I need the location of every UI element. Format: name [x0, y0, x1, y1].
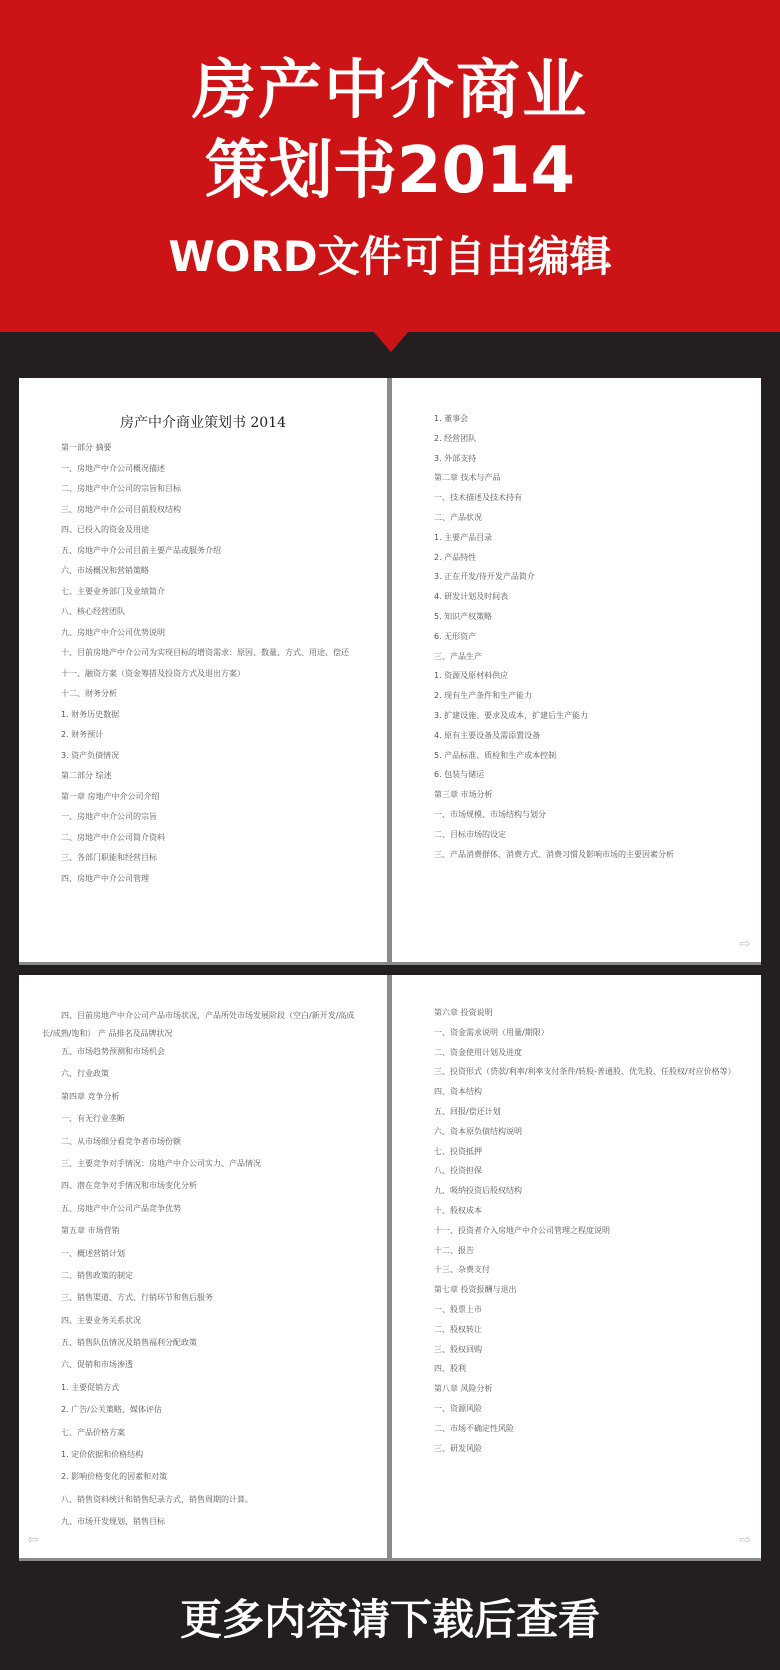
banner-title-line1: 房产中介商业: [192, 54, 588, 128]
toc-line: 3. 外部支持: [434, 453, 477, 463]
toc-line: 3. 扩建设施、要求及成本，扩建后生产能力: [434, 710, 589, 720]
toc-line: 三、销售渠道、方式、行销环节和售后服务: [61, 1293, 213, 1303]
toc-line: 七、产品价格方案: [61, 1427, 125, 1437]
toc-line: 第二部分 综述: [61, 771, 112, 780]
toc-line: 2. 现有生产条件和生产能力: [434, 691, 533, 701]
toc-line: 十二、报告: [434, 1245, 474, 1255]
toc-line: 一、房地产中介公司概况描述: [61, 463, 165, 473]
toc-line: 六、市场概况和营销策略: [61, 566, 149, 575]
prev-page-arrow-icon[interactable]: ⇦: [27, 1532, 39, 1548]
toc-line: 一、概述营销计划: [61, 1248, 125, 1258]
next-page-arrow-icon[interactable]: ⇨: [739, 1532, 751, 1548]
toc-line: 第七章 投资报酬与退出: [434, 1285, 517, 1295]
toc-line: 六、促销和市场渗透: [61, 1360, 133, 1370]
toc-line: 八、投资担保: [434, 1166, 482, 1176]
toc-line: 五、销售队伍情况及销售福利分配政策: [61, 1338, 197, 1348]
toc-line: 3. 资产负债情况: [61, 750, 120, 760]
toc-line: 二、产品状况: [434, 512, 482, 522]
toc-line: 四、已投入的资金及用途: [61, 525, 149, 534]
toc-line: 二、房地产中介公司简介资料: [61, 832, 165, 842]
toc-line: 二、市场不确定性风险: [434, 1423, 514, 1433]
toc-line: 1. 资源及原材料供应: [434, 671, 509, 681]
toc-line: 十、目前房地产中介公司为实现目标的增资需求：原因、数量、方式、用途、偿还: [61, 648, 349, 657]
next-page-arrow-icon[interactable]: ⇨: [739, 936, 751, 952]
toc-line: 四、股利: [434, 1364, 466, 1374]
toc-line: 1. 财务历史数据: [61, 709, 120, 719]
toc-line: 四、资本结构: [434, 1087, 482, 1097]
toc-lines: [434, 413, 747, 868]
toc-line: 九、市场开发规划，销售目标: [61, 1517, 165, 1527]
banner-title-line2: 策划书2014: [204, 134, 576, 208]
toc-line: 八、销售资料统计和销售纪录方式，销售周期的计算。: [61, 1494, 253, 1504]
toc-line: 二、目标市场的设定: [434, 829, 506, 839]
toc-line: 二、资金使用计划及进度: [434, 1047, 522, 1057]
toc-line: 五、市场趋势预测和市场机会: [61, 1047, 165, 1056]
toc-line: 八、核心经营团队: [61, 607, 125, 616]
document-title: 房产中介商业策划书 2014: [119, 415, 287, 431]
toc-line: 2. 财务预计: [61, 730, 104, 739]
toc-line: 三、各部门职能和经营目标: [61, 853, 157, 862]
toc-line: 1. 主要促销方式: [61, 1382, 120, 1392]
toc-line: 二、股权转让: [434, 1324, 482, 1334]
toc-line: 一、股票上市: [434, 1304, 482, 1314]
toc-line: 三、投资形式（贷款/利率/利率支付条件/转股-普通股、优先股、任股权/对应价格等）: [434, 1067, 736, 1077]
toc-line: 4. 研发计划及时间表: [434, 592, 509, 602]
toc-line: 1. 主要产品目录: [434, 532, 493, 542]
toc-line: 一、市场规模、市场结构与划分: [434, 809, 546, 819]
toc-line: 五、房地产中介公司目前主要产品或服务介绍: [61, 545, 221, 555]
toc-line: 一、技术描述及技术持有: [434, 493, 522, 503]
toc-line: 二、从市场细分看竞争者市场份额: [61, 1136, 181, 1146]
toc-line: 十三、杂费支付: [434, 1265, 490, 1275]
toc-line: 第五章 市场营销: [61, 1226, 120, 1236]
toc-line: 三、股权回购: [434, 1344, 482, 1354]
toc-line: 6. 包装与储运: [434, 770, 485, 780]
header-banner: [0, 0, 780, 332]
toc-line: 5. 知识产权策略: [434, 611, 493, 621]
toc-line: 一、资源风险: [434, 1403, 482, 1413]
document-page-2: [392, 378, 761, 962]
toc-line: 三、房地产中介公司目前股权结构: [61, 504, 181, 514]
toc-line: 三、产品生产: [434, 651, 482, 661]
toc-line: 四、房地产中介公司管理: [61, 873, 149, 883]
toc-line: 九、房地产中介公司优势说明: [61, 627, 165, 637]
document-page-3: [19, 975, 387, 1558]
toc-line: 三、研发风险: [434, 1443, 482, 1453]
toc-line: 四、目前房地产中介公司产品市场状况，产品所处市场发展阶段（空白/新开发/高成长/成熟/饱和） 产 品排名及品牌状况: [42, 1011, 355, 1038]
toc-line: 十一、投资者介入房地产中介公司管理之程度说明: [434, 1225, 610, 1235]
toc-line: 一、有无行业垄断: [61, 1114, 125, 1124]
toc-line: 三、产品消费群体、消费方式、消费习惯及影响市场的主要因素分析: [434, 849, 674, 859]
toc-line: 一、资金需求说明（用量/期限）: [434, 1027, 549, 1037]
toc-line: 一、房地产中介公司的宗旨: [61, 812, 157, 821]
toc-line: 2. 经营团队: [434, 433, 477, 443]
toc-line: 2. 广告/公关策略、媒体评估: [61, 1405, 162, 1415]
toc-line: 4. 原有主要设备及需添置设备: [434, 730, 541, 740]
toc-line: 七、投资抵押: [434, 1146, 482, 1156]
toc-line: 二、销售政策的制定: [61, 1270, 133, 1280]
toc-line: 六、资本原负债结构说明: [434, 1126, 522, 1136]
toc-lines: [42, 1007, 373, 1539]
toc-line: 1. 董事会: [434, 414, 469, 423]
toc-line: 3. 正在开发/待开发产品简介: [434, 572, 535, 582]
toc-line: 1. 定价依据和价格结构: [61, 1450, 144, 1460]
toc-line: 九、吸纳投资后股权结构: [434, 1186, 522, 1196]
toc-lines: [434, 1007, 747, 1462]
toc-line: 第六章 投资说明: [434, 1008, 493, 1017]
toc-line: 三、主要竞争对手情况：房地产中介公司实力、产品情况: [61, 1158, 261, 1168]
toc-line: 第二章 技术与产品: [434, 473, 501, 483]
toc-line: 十二、财务分析: [61, 689, 117, 698]
toc-line: 2. 影响价格变化的因素和对策: [61, 1472, 168, 1482]
toc-line: 5. 产品标准、质检和生产成本控制: [434, 750, 557, 760]
document-page-1: [19, 378, 387, 962]
toc-line: 六、行业政策: [61, 1069, 109, 1079]
document-page-4: [392, 975, 761, 1558]
toc-line: 十、股权成本: [434, 1205, 482, 1215]
toc-line: 二、房地产中介公司的宗旨和目标: [61, 484, 181, 493]
toc-line: 十一、融资方案（资金筹措及投资方式及退出方案）: [61, 668, 245, 678]
toc-line: 四、主要业务关系状况: [61, 1315, 141, 1325]
toc-line: 五、回报/偿还计划: [434, 1106, 501, 1116]
toc-lines: [61, 442, 373, 893]
toc-line: 第一章 房地产中介公司介绍: [61, 791, 160, 801]
toc-line: 6. 无形资产: [434, 631, 477, 641]
toc-line: 第三章 市场分析: [434, 790, 493, 800]
footer-download-notice: 更多内容请下载后查看: [179, 1595, 600, 1644]
toc-line: 2. 产品特性: [434, 552, 477, 562]
banner-pointer-triangle: [373, 331, 409, 352]
toc-line: 第四章 竞争分析: [61, 1091, 120, 1101]
toc-line: 七、主要业务部门及业绩简介: [61, 586, 165, 596]
toc-line: 第八章 风险分析: [434, 1384, 493, 1394]
toc-line: 四、潜在竞争对手情况和市场变化分析: [61, 1181, 197, 1191]
toc-line: 五、房地产中介公司产品竞争优势: [61, 1203, 181, 1213]
banner-subtitle: WORD文件可自由编辑: [168, 232, 612, 281]
toc-line: 第一部分 摘要: [61, 443, 112, 452]
